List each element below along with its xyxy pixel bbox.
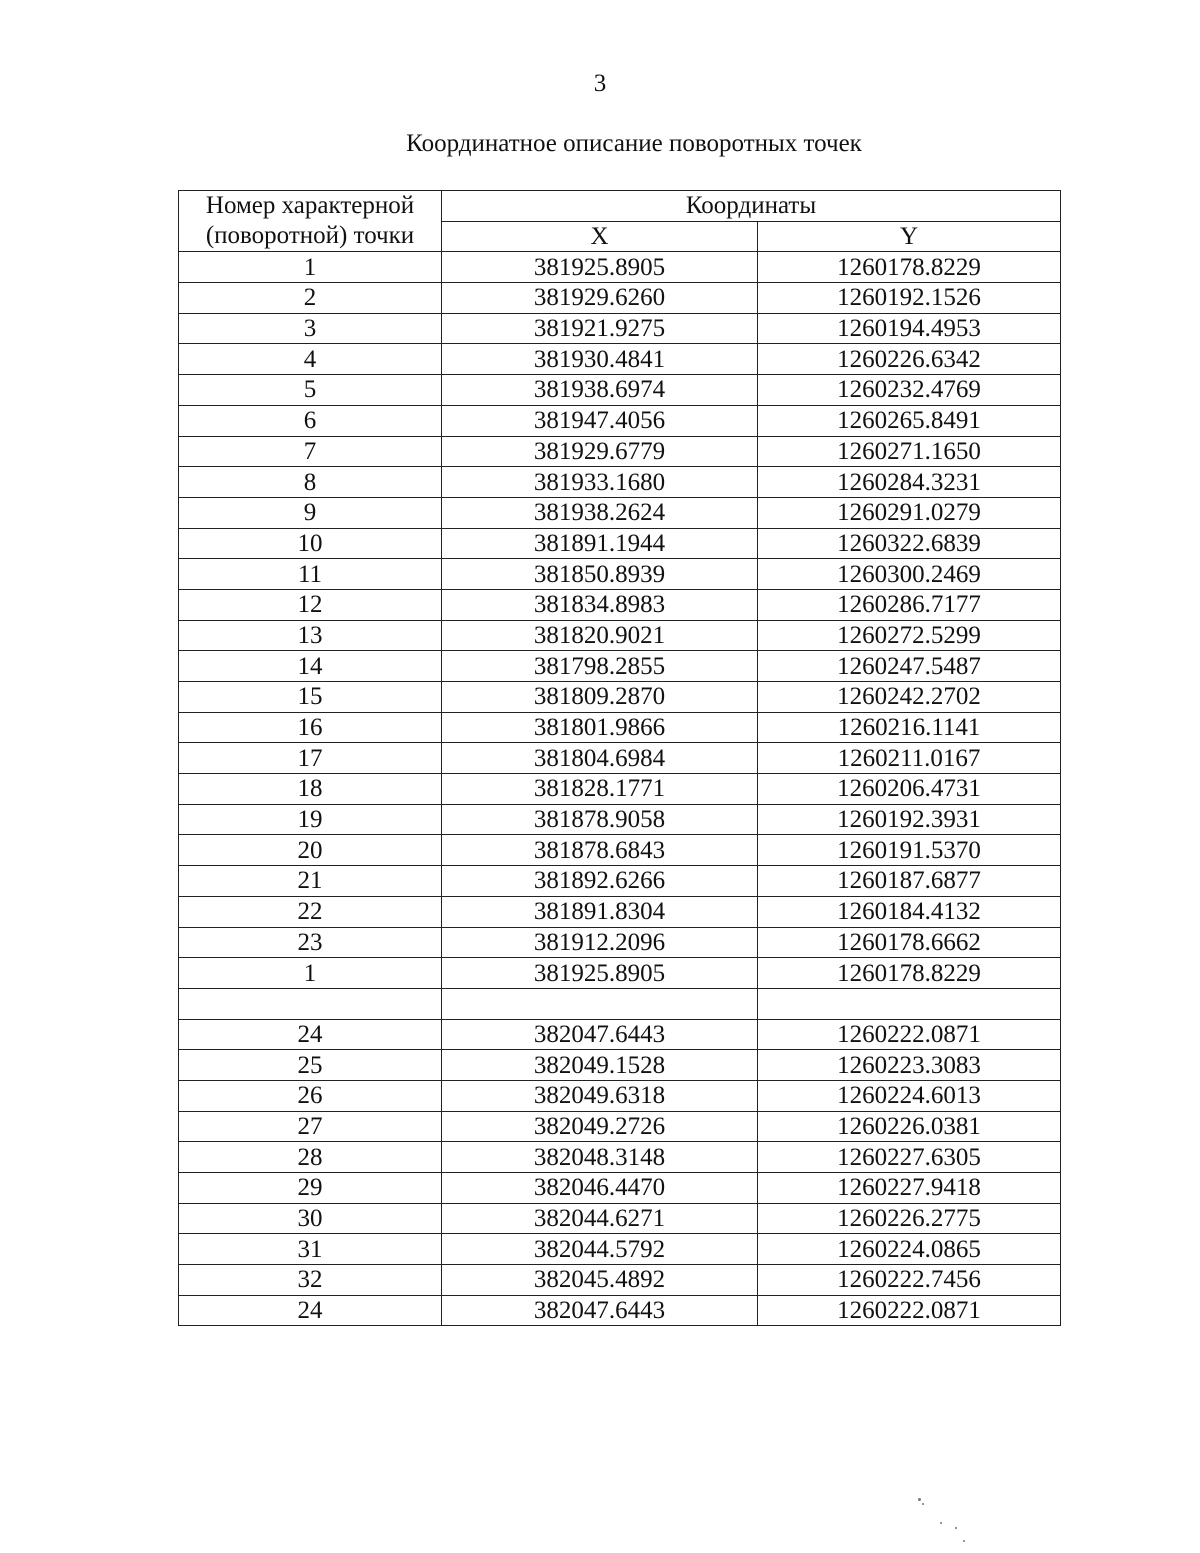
y-coordinate-cell xyxy=(758,988,1061,1019)
x-coordinate-cell: 381933.1680 xyxy=(442,467,758,498)
table-row xyxy=(179,1080,1061,1111)
point-number-cell: 22 xyxy=(179,896,442,927)
document-title: Координатное описание поворотных точек xyxy=(406,130,862,157)
point-number-cell: 7 xyxy=(179,436,442,467)
x-coordinate-cell: 381809.2870 xyxy=(442,682,758,713)
x-coordinate-cell: 381801.9866 xyxy=(442,712,758,743)
y-coordinate-cell: 1260284.3231 xyxy=(758,467,1061,498)
y-coordinate-cell: 1260216.1141 xyxy=(758,712,1061,743)
scan-speck xyxy=(955,1527,957,1529)
point-number-cell xyxy=(179,988,442,1019)
x-coordinate-cell: 381891.8304 xyxy=(442,896,758,927)
point-number-cell: 28 xyxy=(179,1142,442,1173)
x-column-header: X xyxy=(442,221,758,252)
point-number-cell: 27 xyxy=(179,1111,442,1142)
table-row xyxy=(179,405,1061,436)
point-number-cell: 1 xyxy=(179,252,442,283)
scan-speck xyxy=(918,1498,921,1501)
y-coordinate-cell: 1260222.0871 xyxy=(758,1295,1061,1326)
scan-speck xyxy=(963,1540,965,1542)
y-coordinate-cell: 1260271.1650 xyxy=(758,436,1061,467)
point-number-cell: 30 xyxy=(179,1203,442,1234)
point-number-cell: 24 xyxy=(179,1019,442,1050)
x-coordinate-cell: 381878.9058 xyxy=(442,804,758,835)
table-row xyxy=(179,651,1061,682)
table-row xyxy=(179,1050,1061,1081)
table-row xyxy=(179,313,1061,344)
y-coordinate-cell: 1260187.6877 xyxy=(758,866,1061,897)
point-number-cell: 15 xyxy=(179,682,442,713)
y-coordinate-cell: 1260192.3931 xyxy=(758,804,1061,835)
x-coordinate-cell: 382048.3148 xyxy=(442,1142,758,1173)
point-number-cell: 13 xyxy=(179,620,442,651)
y-coordinate-cell: 1260226.6342 xyxy=(758,344,1061,375)
point-number-cell: 21 xyxy=(179,866,442,897)
table-row xyxy=(179,682,1061,713)
y-coordinate-cell: 1260300.2469 xyxy=(758,559,1061,590)
y-coordinate-cell: 1260178.8229 xyxy=(758,958,1061,989)
table-row xyxy=(179,988,1061,1019)
table-row xyxy=(179,252,1061,283)
y-coordinate-cell: 1260265.8491 xyxy=(758,405,1061,436)
x-coordinate-cell: 382049.2726 xyxy=(442,1111,758,1142)
table-row xyxy=(179,835,1061,866)
y-coordinate-cell: 1260222.0871 xyxy=(758,1019,1061,1050)
y-coordinate-cell: 1260222.7456 xyxy=(758,1265,1061,1296)
point-number-cell: 25 xyxy=(179,1050,442,1081)
table-row xyxy=(179,1295,1061,1326)
y-coordinate-cell: 1260194.4953 xyxy=(758,313,1061,344)
coordinates-group-header: Координаты xyxy=(442,191,1061,222)
x-coordinate-cell: 381925.8905 xyxy=(442,252,758,283)
page-number: 3 xyxy=(593,70,607,97)
table-row xyxy=(179,743,1061,774)
x-coordinate-cell: 382044.6271 xyxy=(442,1203,758,1234)
y-coordinate-cell: 1260272.5299 xyxy=(758,620,1061,651)
point-number-cell: 23 xyxy=(179,927,442,958)
point-number-cell: 3 xyxy=(179,313,442,344)
point-number-cell: 31 xyxy=(179,1234,442,1265)
table-row xyxy=(179,467,1061,498)
y-coordinate-cell: 1260184.4132 xyxy=(758,896,1061,927)
x-coordinate-cell: 381820.9021 xyxy=(442,620,758,651)
y-coordinate-cell: 1260322.6839 xyxy=(758,528,1061,559)
y-coordinate-cell: 1260192.1526 xyxy=(758,283,1061,314)
table-row xyxy=(179,620,1061,651)
y-coordinate-cell: 1260211.0167 xyxy=(758,743,1061,774)
point-number-cell: 32 xyxy=(179,1265,442,1296)
point-number-cell: 9 xyxy=(179,497,442,528)
point-number-cell: 14 xyxy=(179,651,442,682)
table-row xyxy=(179,497,1061,528)
scan-speck xyxy=(940,1522,942,1524)
table-row xyxy=(179,774,1061,805)
point-number-cell: 19 xyxy=(179,804,442,835)
point-number-cell: 1 xyxy=(179,958,442,989)
x-coordinate-cell: 382047.6443 xyxy=(442,1295,758,1326)
x-coordinate-cell: 382046.4470 xyxy=(442,1173,758,1204)
x-coordinate-cell: 381938.6974 xyxy=(442,375,758,406)
y-coordinate-cell: 1260178.6662 xyxy=(758,927,1061,958)
x-coordinate-cell: 381891.1944 xyxy=(442,528,758,559)
y-coordinate-cell: 1260242.2702 xyxy=(758,682,1061,713)
y-coordinate-cell: 1260224.0865 xyxy=(758,1234,1061,1265)
x-coordinate-cell: 381947.4056 xyxy=(442,405,758,436)
x-coordinate-cell: 381912.2096 xyxy=(442,927,758,958)
table-row xyxy=(179,1142,1061,1173)
y-coordinate-cell: 1260206.4731 xyxy=(758,774,1061,805)
point-number-cell: 29 xyxy=(179,1173,442,1204)
point-number-cell: 10 xyxy=(179,528,442,559)
y-coordinate-cell: 1260178.8229 xyxy=(758,252,1061,283)
y-coordinate-cell: 1260223.3083 xyxy=(758,1050,1061,1081)
coordinates-table xyxy=(178,190,1061,1326)
point-header-line2: (поворотной) точки xyxy=(205,222,415,250)
point-number-cell: 2 xyxy=(179,283,442,314)
table-row xyxy=(179,283,1061,314)
table-row xyxy=(179,712,1061,743)
point-number-cell: 8 xyxy=(179,467,442,498)
y-column-header: Y xyxy=(758,221,1061,252)
x-coordinate-cell: 381892.6266 xyxy=(442,866,758,897)
table-row xyxy=(179,1111,1061,1142)
point-number-cell: 18 xyxy=(179,774,442,805)
table-row xyxy=(179,436,1061,467)
table-row xyxy=(179,1019,1061,1050)
point-number-header xyxy=(179,191,442,252)
x-coordinate-cell: 382045.4892 xyxy=(442,1265,758,1296)
x-coordinate-cell: 381938.2624 xyxy=(442,497,758,528)
y-coordinate-cell: 1260224.6013 xyxy=(758,1080,1061,1111)
x-coordinate-cell: 381850.8939 xyxy=(442,559,758,590)
table-row xyxy=(179,927,1061,958)
x-coordinate-cell: 381804.6984 xyxy=(442,743,758,774)
table-row xyxy=(179,589,1061,620)
x-coordinate-cell: 382044.5792 xyxy=(442,1234,758,1265)
table-body xyxy=(179,252,1061,1326)
table-row xyxy=(179,375,1061,406)
table-row xyxy=(179,1265,1061,1296)
point-number-cell: 12 xyxy=(179,589,442,620)
y-coordinate-cell: 1260286.7177 xyxy=(758,589,1061,620)
table-row xyxy=(179,344,1061,375)
scan-speck xyxy=(922,1503,924,1505)
point-number-cell: 24 xyxy=(179,1295,442,1326)
point-number-cell: 6 xyxy=(179,405,442,436)
y-coordinate-cell: 1260226.2775 xyxy=(758,1203,1061,1234)
point-number-cell: 26 xyxy=(179,1080,442,1111)
point-number-cell: 16 xyxy=(179,712,442,743)
table-row xyxy=(179,1173,1061,1204)
table-row xyxy=(179,896,1061,927)
y-coordinate-cell: 1260227.9418 xyxy=(758,1173,1061,1204)
x-coordinate-cell: 381828.1771 xyxy=(442,774,758,805)
table-row xyxy=(179,804,1061,835)
x-coordinate-cell: 381798.2855 xyxy=(442,651,758,682)
y-coordinate-cell: 1260191.5370 xyxy=(758,835,1061,866)
table-header xyxy=(179,191,1061,252)
x-coordinate-cell: 382049.6318 xyxy=(442,1080,758,1111)
y-coordinate-cell: 1260226.0381 xyxy=(758,1111,1061,1142)
point-number-cell: 5 xyxy=(179,375,442,406)
table-row xyxy=(179,1234,1061,1265)
x-coordinate-cell: 381921.9275 xyxy=(442,313,758,344)
x-coordinate-cell: 381929.6779 xyxy=(442,436,758,467)
x-coordinate-cell: 382047.6443 xyxy=(442,1019,758,1050)
x-coordinate-cell: 381834.8983 xyxy=(442,589,758,620)
point-number-cell: 4 xyxy=(179,344,442,375)
x-coordinate-cell: 381930.4841 xyxy=(442,344,758,375)
x-coordinate-cell: 382049.1528 xyxy=(442,1050,758,1081)
x-coordinate-cell: 381925.8905 xyxy=(442,958,758,989)
point-number-cell: 20 xyxy=(179,835,442,866)
point-number-cell: 17 xyxy=(179,743,442,774)
point-header-line1: Номер характерной xyxy=(205,192,415,220)
y-coordinate-cell: 1260232.4769 xyxy=(758,375,1061,406)
table-row xyxy=(179,559,1061,590)
point-number-cell: 11 xyxy=(179,559,442,590)
y-coordinate-cell: 1260291.0279 xyxy=(758,497,1061,528)
table-row xyxy=(179,958,1061,989)
table-row xyxy=(179,866,1061,897)
x-coordinate-cell: 381929.6260 xyxy=(442,283,758,314)
x-coordinate-cell: 381878.6843 xyxy=(442,835,758,866)
y-coordinate-cell: 1260227.6305 xyxy=(758,1142,1061,1173)
y-coordinate-cell: 1260247.5487 xyxy=(758,651,1061,682)
table-row xyxy=(179,1203,1061,1234)
table-row xyxy=(179,528,1061,559)
x-coordinate-cell xyxy=(442,988,758,1019)
